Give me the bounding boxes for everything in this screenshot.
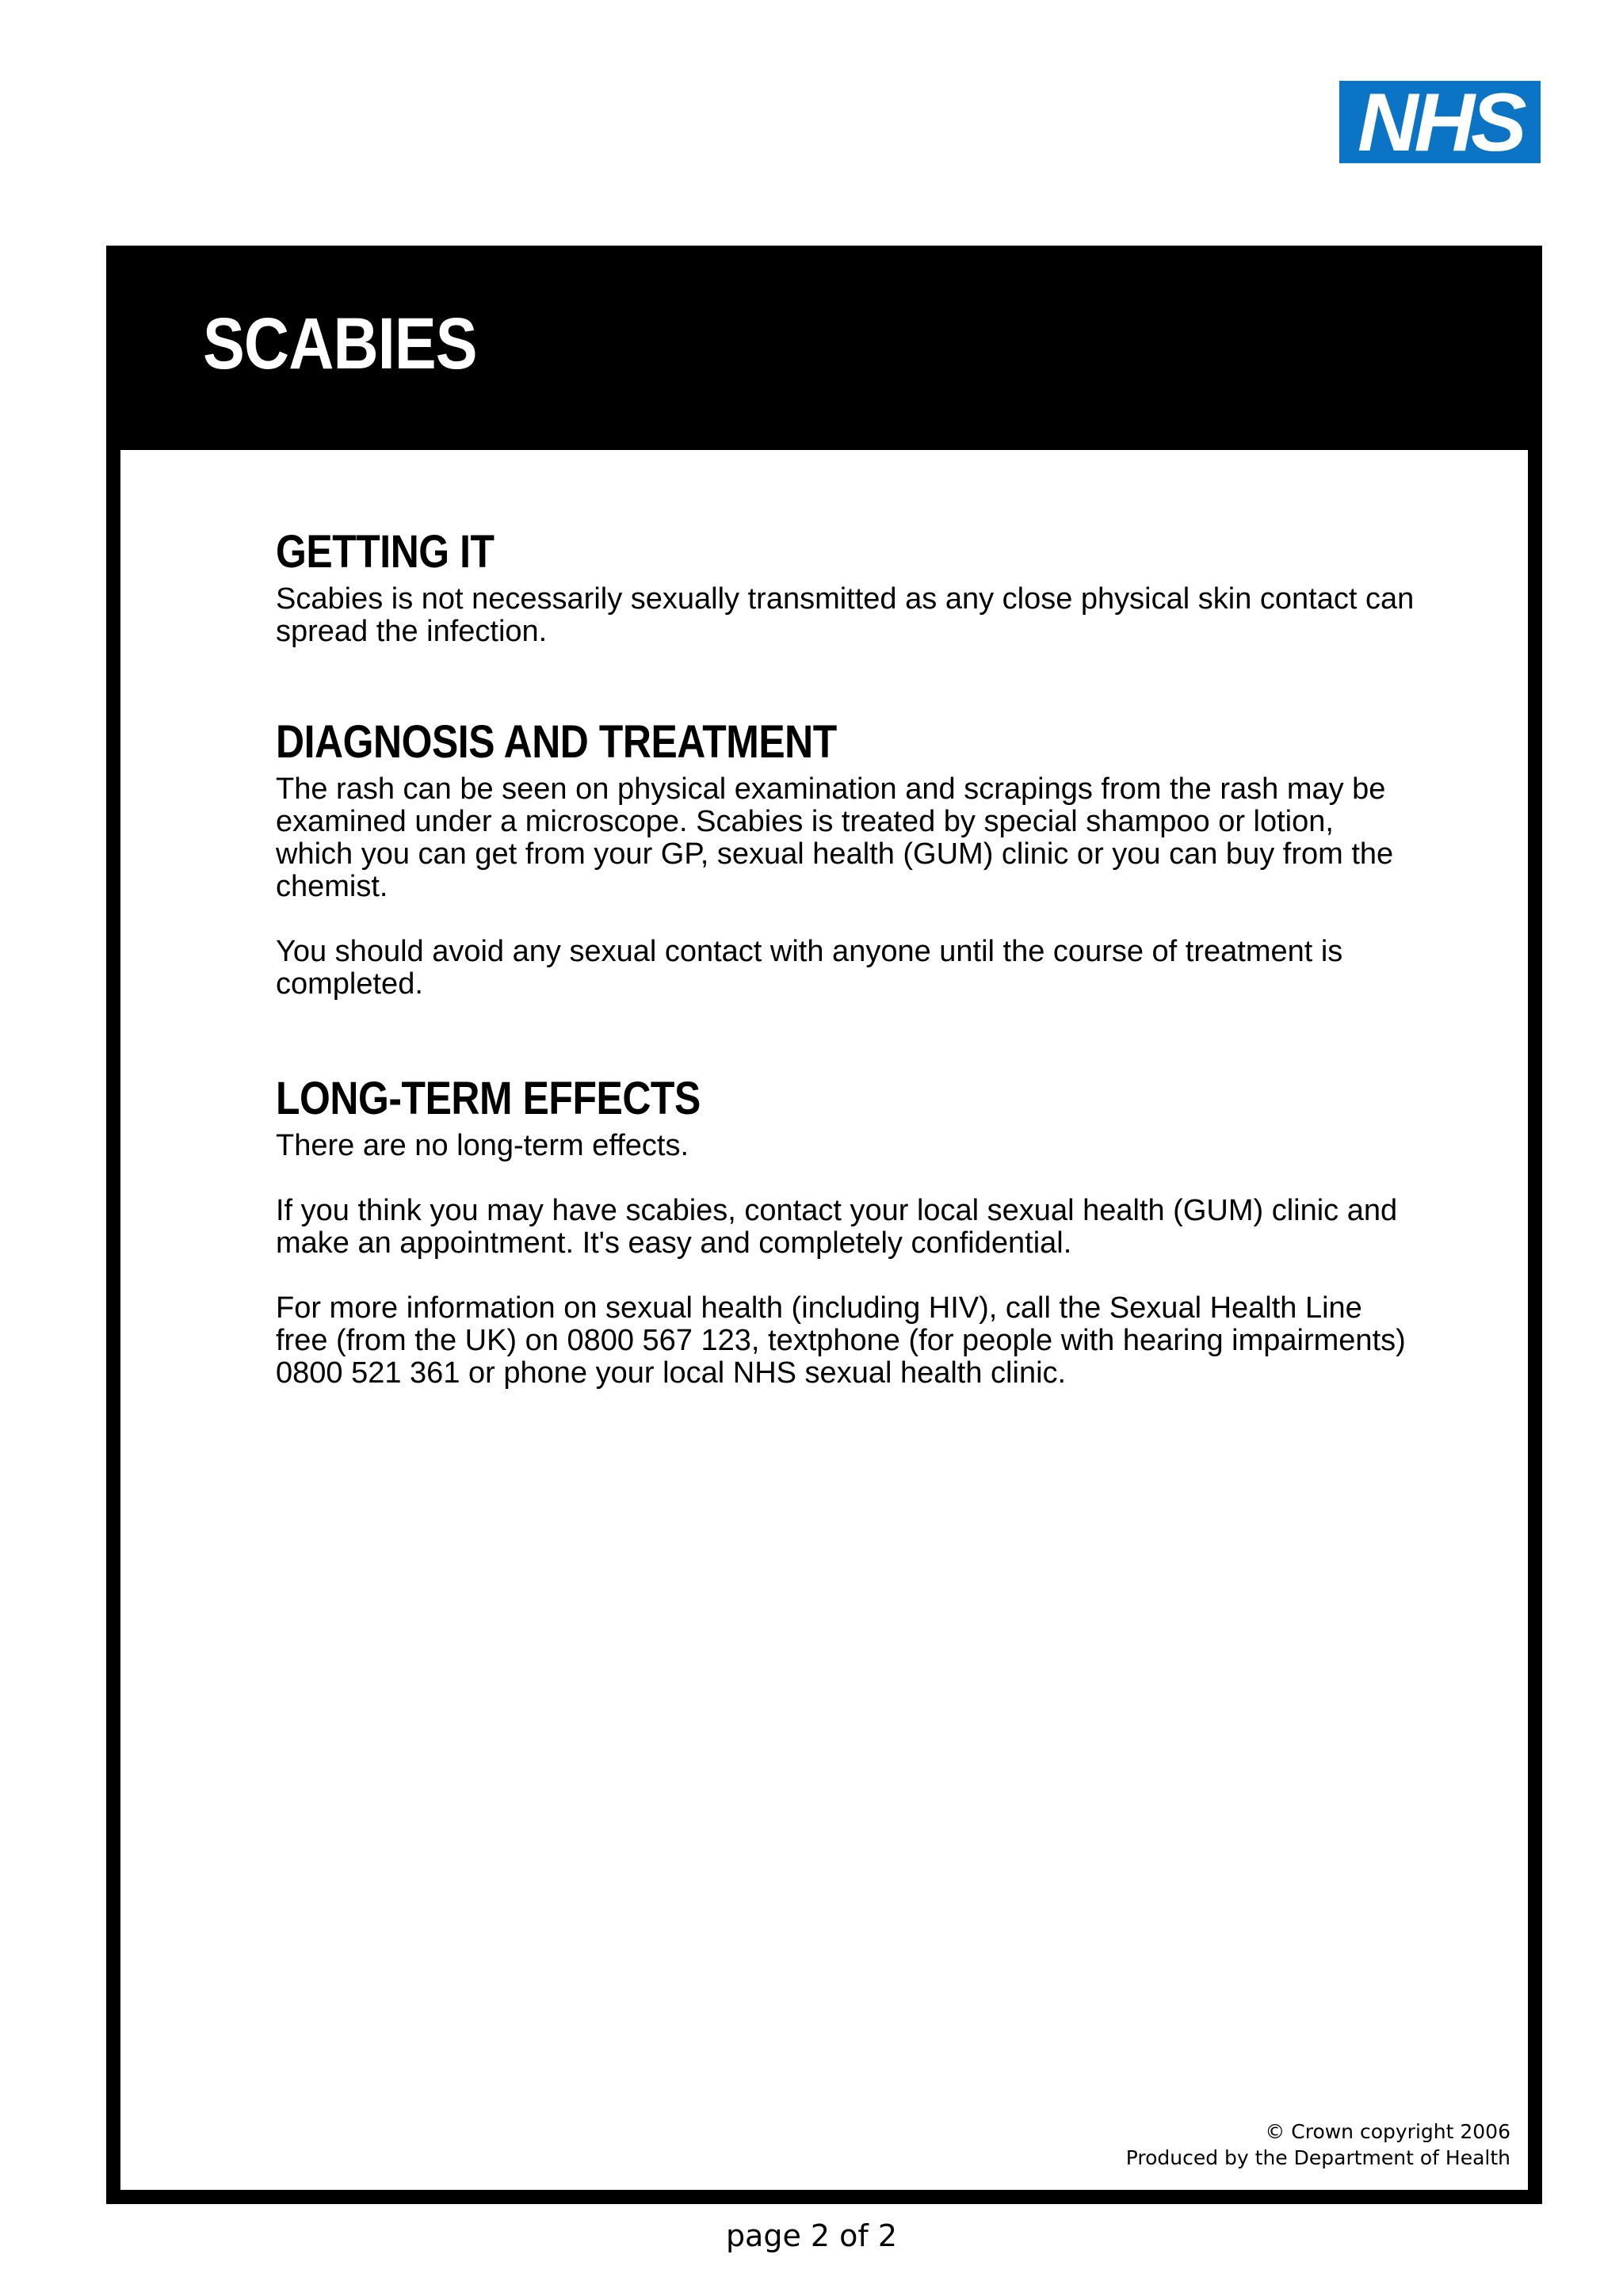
section-long-term-effects — [276, 1073, 1417, 1390]
copyright-footer — [1126, 2119, 1510, 2171]
paragraph: The rash can be seen on physical examination and scrapings from the rash may be examined under a microscope. Scabies is treated by special shampoo or lotion, which you can get from your GP, sexual health (GUM) clinic or you can buy from the chemist. — [276, 772, 1394, 903]
leaflet-frame — [106, 246, 1542, 2204]
copyright-line: © Crown copyright 2006 — [1265, 2120, 1510, 2143]
section-diagnosis-and-treatment — [276, 716, 1417, 1001]
paragraph: You should avoid any sexual contact with anyone until the course of treatment is completed. — [276, 935, 1343, 1001]
paragraph: If you think you may have scabies, contact your local sexual health (GUM) clinic and make an appointment. It's easy and completely confidential. — [276, 1194, 1398, 1260]
paragraph: For more information on sexual health (including HIV), call the Sexual Health Line free (from the UK) on 0800 567 123, textphone (for people with hearing impairments) 0800 521 361 or phone your local NHS sexual health clinic. — [276, 1291, 1406, 1390]
section-heading: LONG-TERM EFFECTS — [276, 1073, 701, 1124]
section-getting-it — [276, 526, 1417, 648]
nhs-logo-text: NHS — [1357, 77, 1523, 169]
paragraph: There are no long-term effects. — [276, 1129, 689, 1162]
nhs-logo — [1339, 77, 1541, 169]
producer-line: Produced by the Department of Health — [1125, 2146, 1510, 2169]
title-bar — [120, 260, 1528, 450]
page-number: page 2 of 2 — [725, 2218, 898, 2253]
section-heading: DIAGNOSIS AND TREATMENT — [276, 716, 837, 768]
section-heading: GETTING IT — [276, 526, 495, 578]
page-title: SCABIES — [203, 303, 477, 384]
paragraph: Scabies is not necessarily sexually transmitted as any close physical skin contact can spread the infection. — [276, 582, 1415, 648]
